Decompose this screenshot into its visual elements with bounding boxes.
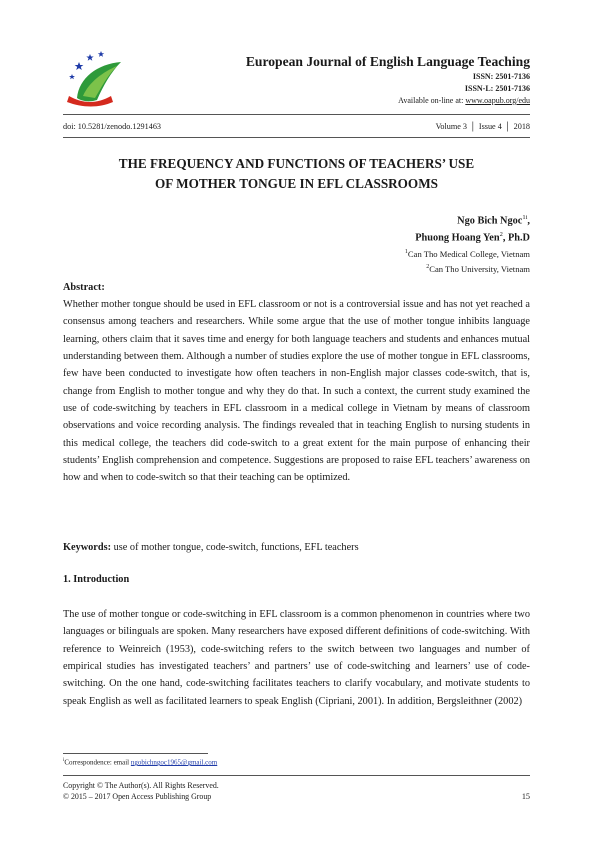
section-heading-introduction: 1. Introduction xyxy=(63,574,130,585)
footnote-label: Correspondence: email xyxy=(64,758,131,767)
online-availability xyxy=(398,96,530,105)
keywords xyxy=(63,542,530,553)
star-icon xyxy=(75,62,84,70)
affiliation-text: Can Tho Medical College, Vietnam xyxy=(407,249,530,259)
correspondence-email-link[interactable]: ngobichngoc1965@gmail.com xyxy=(130,758,218,767)
star-icon xyxy=(98,51,104,57)
year: 2018 xyxy=(513,122,530,131)
footnote-rule xyxy=(63,753,208,754)
copyright: Copyright © The Author(s). All Rights Reserved. xyxy=(63,781,219,790)
journal-title: European Journal of English Language Teaching xyxy=(245,54,530,69)
meta-rule xyxy=(63,137,530,138)
author-suffix: , Ph.D xyxy=(502,232,530,244)
footnote xyxy=(63,758,217,766)
affiliation-1 xyxy=(405,249,530,259)
online-prefix: Available on-line at: xyxy=(398,96,466,105)
author-name: Ngo Bich Ngoc xyxy=(457,215,523,227)
footer-rule xyxy=(63,775,530,776)
author-1 xyxy=(457,214,530,226)
affiliation-marker: 1 xyxy=(404,249,408,256)
article-title-line-1: THE FREQUENCY AND FUNCTIONS OF TEACHERS’ USE xyxy=(118,156,475,171)
keywords-label: Keywords: xyxy=(63,542,112,553)
affiliation-marker: 2 xyxy=(426,264,430,271)
volume-info: Volume 3 │ Issue 4 │ 2018 xyxy=(435,122,530,131)
journal-logo xyxy=(63,50,125,108)
introduction-text: The use of mother tongue or code-switching in EFL classroom is a common phenomenon in countries where two languages or bilinguals are spoken. Many researchers have exposed different definitions of code-switching. With reference to Weinreich (1953), code-switching refers to the switch between two languages and number of empirical studies has investigated teachers’ and partners’ use of code-switching and learners’ use of code-switching. On the one hand, code-switching facilitates teachers to clarify vocabulary, and motivate students to speak English as well as facilitated learners to speak English (Cipriani, 2001). In addition, Bergsleithner (2002) xyxy=(63,609,530,707)
author-suffix: , xyxy=(527,215,530,227)
volume: Volume 3 xyxy=(435,122,468,131)
header-rule xyxy=(63,114,530,115)
author-name: Phuong Hoang Yen xyxy=(415,232,500,244)
author-marker: 1i xyxy=(522,214,528,221)
article-title-line-2: OF MOTHER TONGUE IN EFL CLASSROOMS xyxy=(155,176,438,191)
doi: doi: 10.5281/zenodo.1291463 xyxy=(63,122,162,131)
issn: ISSN: 2501-7136 xyxy=(472,72,530,81)
issn-l: ISSN-L: 2501-7136 xyxy=(464,84,530,93)
keywords-list: use of mother tongue, code-switch, functions, EFL teachers xyxy=(111,542,359,553)
affiliation-text: Can Tho University, Vietnam xyxy=(429,264,530,274)
issue: Issue 4 xyxy=(478,122,502,131)
footnote-marker: i xyxy=(63,758,65,763)
star-icon xyxy=(69,74,75,79)
journal-website-link[interactable]: www.oapub.org/edu xyxy=(465,96,530,105)
page-number: 15 xyxy=(521,792,530,801)
abstract-heading: Abstract: xyxy=(63,282,105,293)
affiliation-2 xyxy=(426,264,530,274)
author-marker: 2 xyxy=(499,231,503,238)
star-icon xyxy=(86,54,93,61)
abstract-text: Whether mother tongue should be used in EFL classroom or not is a controversial issue and has not yet reached a consensus among teachers and researchers. While some argue that the use of mother tongue inhibits language learning, others claim that it saves time and energy for both language teachers and students and enhances mutual understanding between them. Although a number of studies explore the use of mother tongue in EFL classrooms, few have been conducted to investigate how often teachers in non-English major classes code-switch, that is, change from English to mother tongue and why they do that. In such a context, the current study examined the use of code-switching by teachers in EFL classroom in a medical college in Vietnam by means of classroom observations and voice recording analysis. The findings revealed that in teaching English to nursing students in this medical college, the teachers did code-switch to a great extent for the main purpose of enhancing their students’ English comprehension and competence. Suggestions are proposed to raise EFL teachers’ awareness on how and when to code-switch so that their teaching can be optimized. xyxy=(63,299,530,484)
publisher: © 2015 – 2017 Open Access Publishing Group xyxy=(63,792,212,801)
author-2 xyxy=(415,231,530,243)
